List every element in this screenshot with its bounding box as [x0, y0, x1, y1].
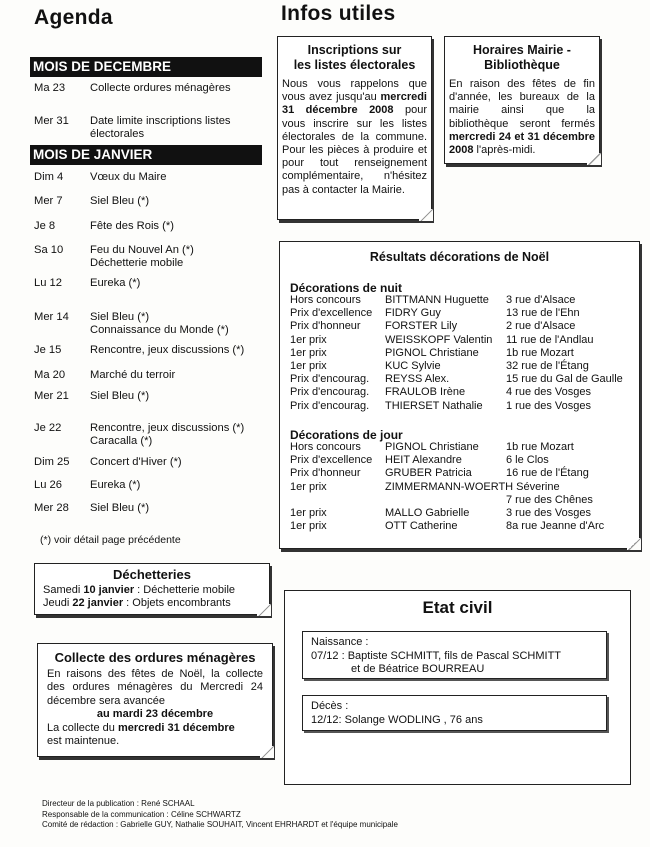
dechetteries-title: Déchetteries — [112, 567, 192, 582]
prize-label: Prix d'honneur — [290, 320, 361, 333]
event-date: Mer 28 — [34, 502, 69, 514]
event-date: Ma 20 — [34, 369, 66, 381]
inscriptions-text: Nous vous rappelons que vous avez jusqu'au mercredi 31 décembre 2008 pour vous inscrire sur les listes électorales de la commune. Pour les pièces à produire et pour tout renseignement complémentaire, n'hésitez pas à contacter la Mairie. — [282, 78, 427, 196]
dechetteries-line-1: Samedi 10 janvier : Déchetterie mobile — [43, 583, 236, 596]
event-date: Je 8 — [34, 220, 56, 232]
event-text: Eureka (*) — [90, 277, 141, 289]
page-curl-icon — [419, 209, 433, 221]
event-text: Fête des Rois (*) — [90, 220, 174, 232]
winner-address: 1b rue Mozart — [506, 441, 574, 453]
collecte-title: Collecte des ordures ménagères — [54, 650, 256, 665]
event-date: Dim 4 — [34, 171, 64, 183]
collecte-text-1: En raisons des fêtes de Noël, la collecte des ordures ménagères du Mercredi 24 décembre sera avancée — [47, 667, 263, 707]
event-text: Feu du Nouvel An (*) Déchetterie mobile — [90, 244, 194, 269]
infos-title: Infos utiles — [281, 2, 396, 25]
event-text: Rencontre, jeux discussions (*) — [90, 344, 245, 356]
winner-address: 2 rue d'Alsace — [506, 320, 576, 333]
event-text: Siel Bleu (*) Connaissance du Monde (*) — [90, 311, 229, 336]
prize-label: 1er prix — [290, 480, 327, 493]
winner-address: 32 rue de l'Étang — [506, 360, 589, 372]
winner-name: GRUBER Patricia — [385, 467, 472, 480]
page-curl-icon — [260, 746, 274, 758]
month-header-decembre: MOIS DE DECEMBRE — [30, 57, 262, 77]
winner-address: 1b rue Mozart — [506, 346, 574, 359]
event-date: Ma 23 — [34, 82, 66, 94]
winner-name: WEISSKOPF Valentin — [385, 333, 493, 346]
event-date: Lu 12 — [34, 277, 62, 289]
resultats-box — [279, 241, 640, 549]
prize-label: Hors concours — [290, 441, 361, 453]
naissance-line: 07/12 : Baptiste SCHMITT, fils de Pascal SCHMITT — [311, 649, 562, 662]
winner-name: BITTMANN Huguette — [385, 294, 489, 306]
jour-heading: Décorations de jour — [290, 428, 403, 442]
agenda-title: Agenda — [34, 6, 113, 29]
winner-name: ZIMMERMANN-WOERTH Séverine — [385, 480, 560, 493]
deces-line: 12/12: Solange WODLING , 76 ans — [311, 713, 483, 726]
page-curl-icon — [587, 153, 601, 165]
winner-address: 15 rue du Gal de Gaulle — [506, 373, 623, 386]
collecte-text-3: est maintenue. — [47, 735, 120, 747]
winner-name: MALLO Gabrielle — [385, 507, 470, 519]
deces-box — [302, 695, 607, 731]
prize-label: Prix d'excellence — [290, 307, 373, 320]
etat-civil-box — [284, 590, 631, 785]
winner-address: 6 le Clos — [506, 454, 549, 467]
collecte-box — [37, 643, 273, 757]
winner-address: 3 rue des Vosges — [506, 507, 592, 519]
event-text: Siel Bleu (*) — [90, 195, 150, 207]
naissance-label: Naissance : — [311, 636, 369, 648]
collecte-bold-date: au mardi 23 décembre — [96, 708, 214, 720]
event-date: Mer 31 — [34, 115, 69, 127]
prize-label: Hors concours — [290, 294, 361, 306]
event-text: Vœux du Maire — [90, 171, 167, 183]
event-text: Siel Bleu (*) — [90, 502, 150, 514]
event-text: Date limite inscriptions listes électorales — [90, 115, 231, 140]
prize-label: 1er prix — [290, 520, 327, 533]
naissance-box — [302, 631, 607, 679]
prize-label: 1er prix — [290, 333, 327, 346]
winner-name: FRAULOB Irène — [385, 386, 466, 399]
winner-name: FORSTER Lily — [385, 320, 458, 333]
nuit-heading: Décorations de nuit — [290, 281, 403, 295]
winner-address: 13 rue de l'Ehn — [506, 307, 580, 320]
inscriptions-title: Inscriptions sur les listes électorales — [293, 43, 416, 72]
winner-name: HEIT Alexandre — [385, 454, 462, 467]
winner-address: 7 rue des Chênes — [506, 493, 593, 506]
collecte-text-2: La collecte du mercredi 31 décembre — [47, 721, 235, 734]
winner-name: FIDRY Guy — [385, 307, 441, 320]
winner-address: 16 rue de l'Étang — [506, 467, 589, 480]
prize-label: Prix d'encourag. — [290, 373, 370, 386]
winner-address: 3 rue d'Alsace — [506, 294, 576, 306]
prize-label: Prix d'encourag. — [290, 386, 370, 399]
horaires-box — [444, 36, 600, 164]
publication-credits — [42, 799, 398, 831]
winner-name: THIERSET Nathalie — [385, 399, 483, 412]
winner-name: OTT Catherine — [385, 520, 458, 533]
winner-name: KUC Sylvie — [385, 360, 441, 372]
dechetteries-line-2: Jeudi 22 janvier : Objets encombrants — [43, 597, 231, 609]
winner-address: 8a rue Jeanne d'Arc — [506, 520, 605, 533]
page-curl-icon — [627, 538, 641, 550]
agenda-footnote: (*) voir détail page précédente — [40, 534, 181, 546]
prize-label: Prix d'encourag. — [290, 399, 370, 412]
prize-label: Prix d'honneur — [290, 467, 361, 480]
event-text: Collecte ordures ménagères — [90, 82, 231, 94]
event-text: Siel Bleu (*) — [90, 390, 150, 402]
dechetteries-box — [34, 563, 270, 615]
event-text: Rencontre, jeux discussions (*) Caracalla (*) — [90, 422, 245, 447]
winner-address: 4 rue des Vosges — [506, 386, 592, 399]
event-date: Je 22 — [34, 422, 62, 434]
credit-line: Directeur de la publication : René SCHAAL — [42, 799, 195, 808]
winner-address: 11 rue de l'Andlau — [506, 333, 594, 346]
event-date: Lu 26 — [34, 479, 62, 491]
winner-address: 1 rue des Vosges — [506, 399, 592, 412]
event-text: Concert d'Hiver (*) — [90, 456, 182, 468]
page-curl-icon — [257, 604, 271, 616]
naissance-line: et de Béatrice BOURREAU — [351, 663, 485, 675]
event-date: Sa 10 — [34, 244, 64, 256]
event-text: Marché du terroir — [90, 369, 176, 381]
event-date: Je 15 — [34, 344, 62, 356]
prize-label: 1er prix — [290, 507, 327, 519]
resultats-title: Résultats décorations de Noël — [369, 250, 550, 264]
winner-name: PIGNOL Christiane — [385, 346, 479, 359]
event-date: Dim 25 — [34, 456, 70, 468]
event-date: Mer 21 — [34, 390, 69, 402]
prize-label: Prix d'excellence — [290, 454, 373, 467]
prize-label: 1er prix — [290, 360, 327, 372]
deces-label: Décès : — [311, 700, 349, 712]
winner-name: PIGNOL Christiane — [385, 441, 479, 453]
event-date: Mer 14 — [34, 311, 69, 323]
event-text: Eureka (*) — [90, 479, 141, 491]
credit-line: Responsable de la communication : Céline SCHWARTZ — [42, 809, 241, 819]
inscriptions-box — [277, 36, 432, 220]
horaires-text: En raison des fêtes de fin d'année, les bureaux de la mairie ainsi que la bibliothèque seront fermés mercredi 24 et 31 décembre 2008 l'après-midi. — [449, 78, 595, 157]
etat-civil-title: Etat civil — [422, 598, 493, 617]
credit-line: Comité de rédaction : Gabrielle GUY, Nathalie SOUHAIT, Vincent EHRHARDT et l'équipe municipale — [42, 820, 398, 829]
prize-label: 1er prix — [290, 346, 327, 359]
event-date: Mer 7 — [34, 195, 63, 207]
horaires-title: Horaires Mairie - Bibliothèque — [473, 43, 571, 72]
winner-name: REYSS Alex. — [385, 373, 450, 386]
month-header-janvier: MOIS DE JANVIER — [30, 145, 262, 165]
